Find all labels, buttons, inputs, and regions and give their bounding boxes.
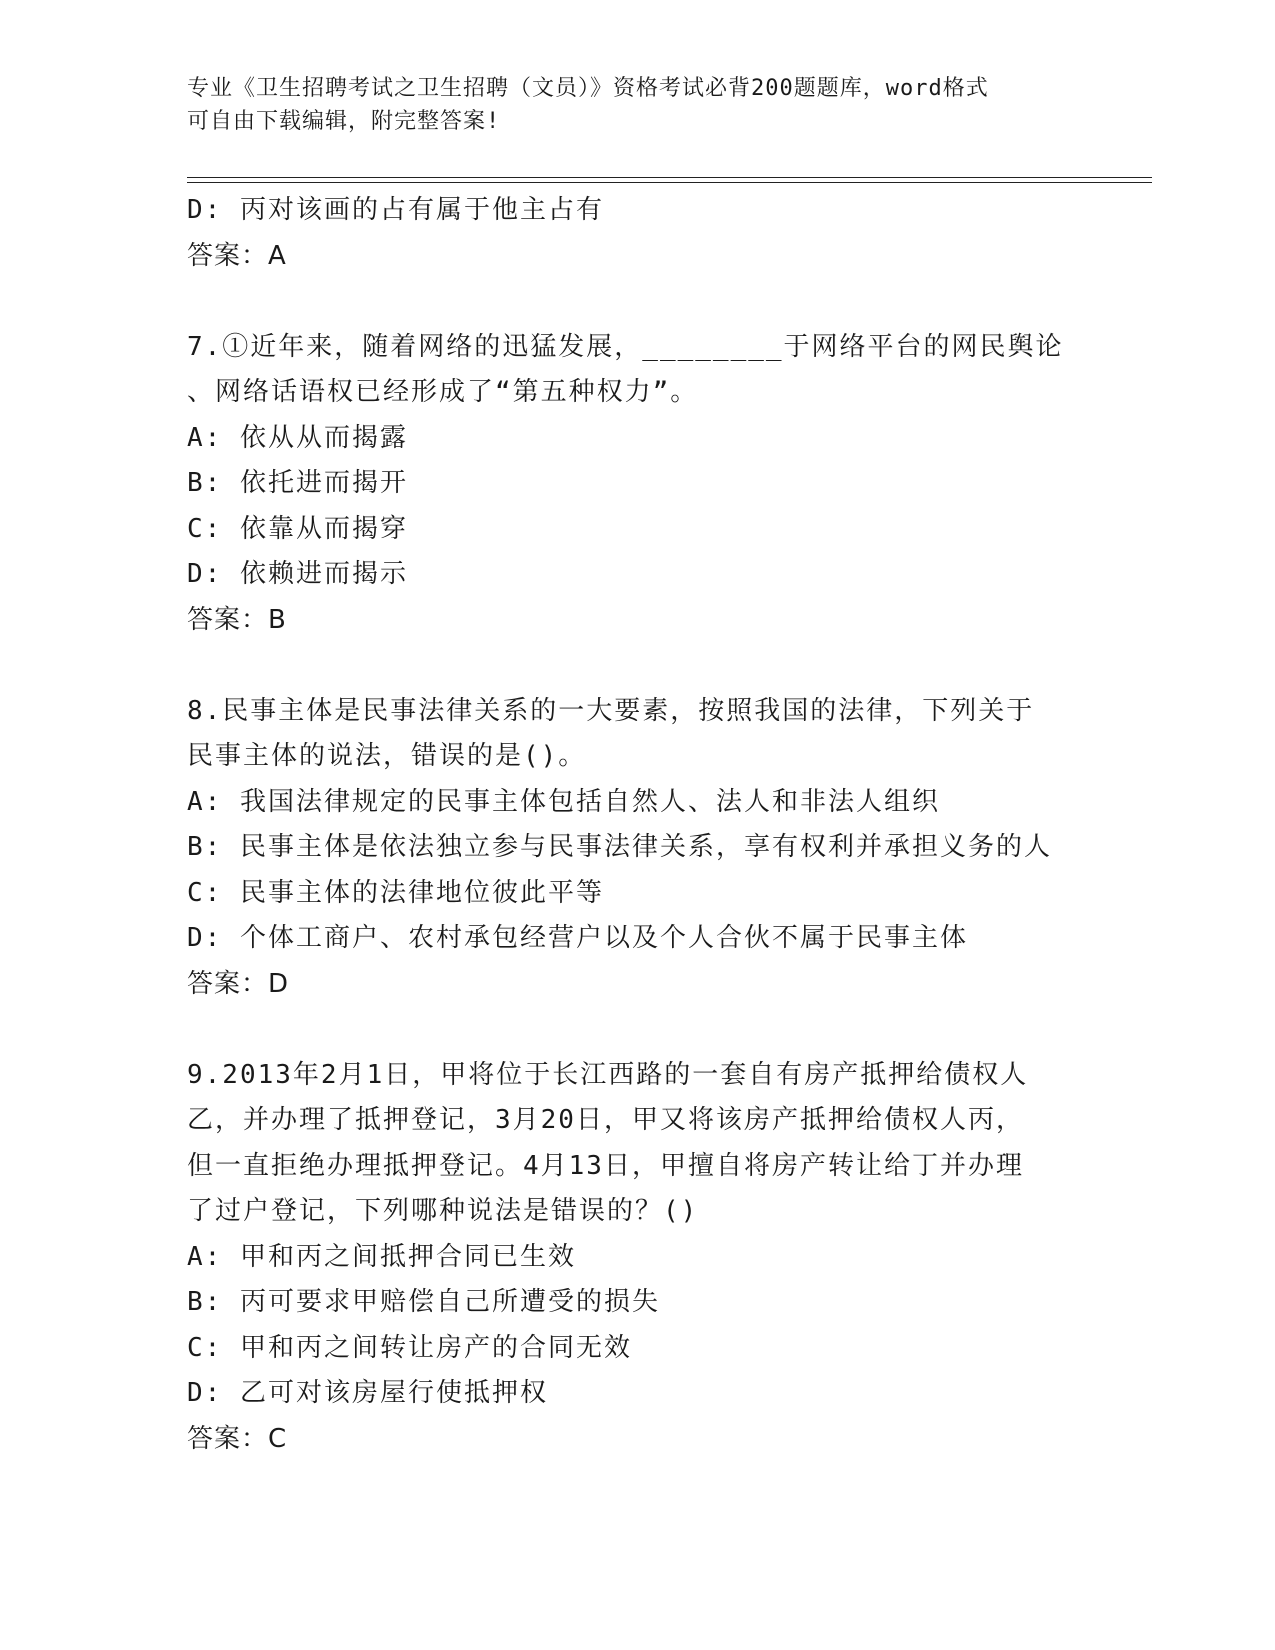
- question-text-line: 8.民事主体是民事法律关系的一大要素，按照我国的法律，下列关于: [187, 695, 1035, 726]
- option-b: B: 民事主体是依法独立参与民事法律关系，享有权利并承担义务的人: [187, 832, 1052, 862]
- question-list: [187, 188, 1097, 1462]
- question-spacer: [187, 279, 1097, 325]
- option-d: D: 乙可对该房屋行使抵押权: [187, 1378, 548, 1408]
- document-header: [187, 72, 1087, 138]
- question-spacer: [187, 643, 1097, 689]
- question-text-line: 民事主体的说法，错误的是()。: [187, 741, 587, 771]
- question-text-line: 了过户登记，下列哪种说法是错误的？(): [187, 1196, 699, 1226]
- option-b: B: 丙可要求甲赔偿自己所遭受的损失: [187, 1287, 660, 1317]
- option-d: D: 个体工商户、农村承包经营户以及个人合伙不属于民事主体: [187, 923, 968, 953]
- question-text-line: 但一直拒绝办理抵押登记。4月13日，甲擅自将房产转让给丁并办理: [187, 1150, 1024, 1181]
- question-9: [187, 1053, 1097, 1463]
- answer-line: 答案：C: [187, 1423, 288, 1454]
- header-divider-top: [187, 177, 1152, 178]
- header-divider-bottom: [187, 182, 1152, 183]
- answer-line: 答案：B: [187, 604, 287, 635]
- question-text-line: 7.①近年来，随着网络的迅猛发展，________于网络平台的网民舆论: [187, 331, 1064, 362]
- question-8: [187, 689, 1097, 1008]
- question-text-line: 9.2013年2月1日，甲将位于长江西路的一套自有房产抵押给债权人: [187, 1059, 1029, 1090]
- option-d: D: 丙对该画的占有属于他主占有: [187, 195, 604, 225]
- answer-line: 答案：D: [187, 968, 290, 999]
- question-text-line: 乙，并办理了抵押登记，3月20日，甲又将该房产抵押给债权人丙，: [187, 1105, 1024, 1135]
- option-c: C: 民事主体的法律地位彼此平等: [187, 877, 604, 908]
- header-title-line-2: 可自由下载编辑，附完整答案!: [187, 109, 501, 134]
- question-spacer: [187, 1007, 1097, 1053]
- answer-line: 答案：A: [187, 240, 287, 271]
- question-previous: [187, 188, 1097, 279]
- option-c: C: 依靠从而揭穿: [187, 513, 408, 544]
- option-a: A: 依从从而揭露: [187, 422, 408, 453]
- option-d: D: 依赖进而揭示: [187, 559, 408, 589]
- header-title-line-1: 专业《卫生招聘考试之卫生招聘（文员）》资格考试必背200题题库，word格式: [187, 76, 989, 101]
- question-7: [187, 325, 1097, 644]
- option-a: A: 我国法律规定的民事主体包括自然人、法人和非法人组织: [187, 786, 940, 817]
- option-a: A: 甲和丙之间抵押合同已生效: [187, 1241, 576, 1272]
- option-c: C: 甲和丙之间转让房产的合同无效: [187, 1332, 632, 1363]
- option-b: B: 依托进而揭开: [187, 468, 408, 498]
- question-text-line: 、网络话语权已经形成了“第五种权力”。: [187, 377, 699, 407]
